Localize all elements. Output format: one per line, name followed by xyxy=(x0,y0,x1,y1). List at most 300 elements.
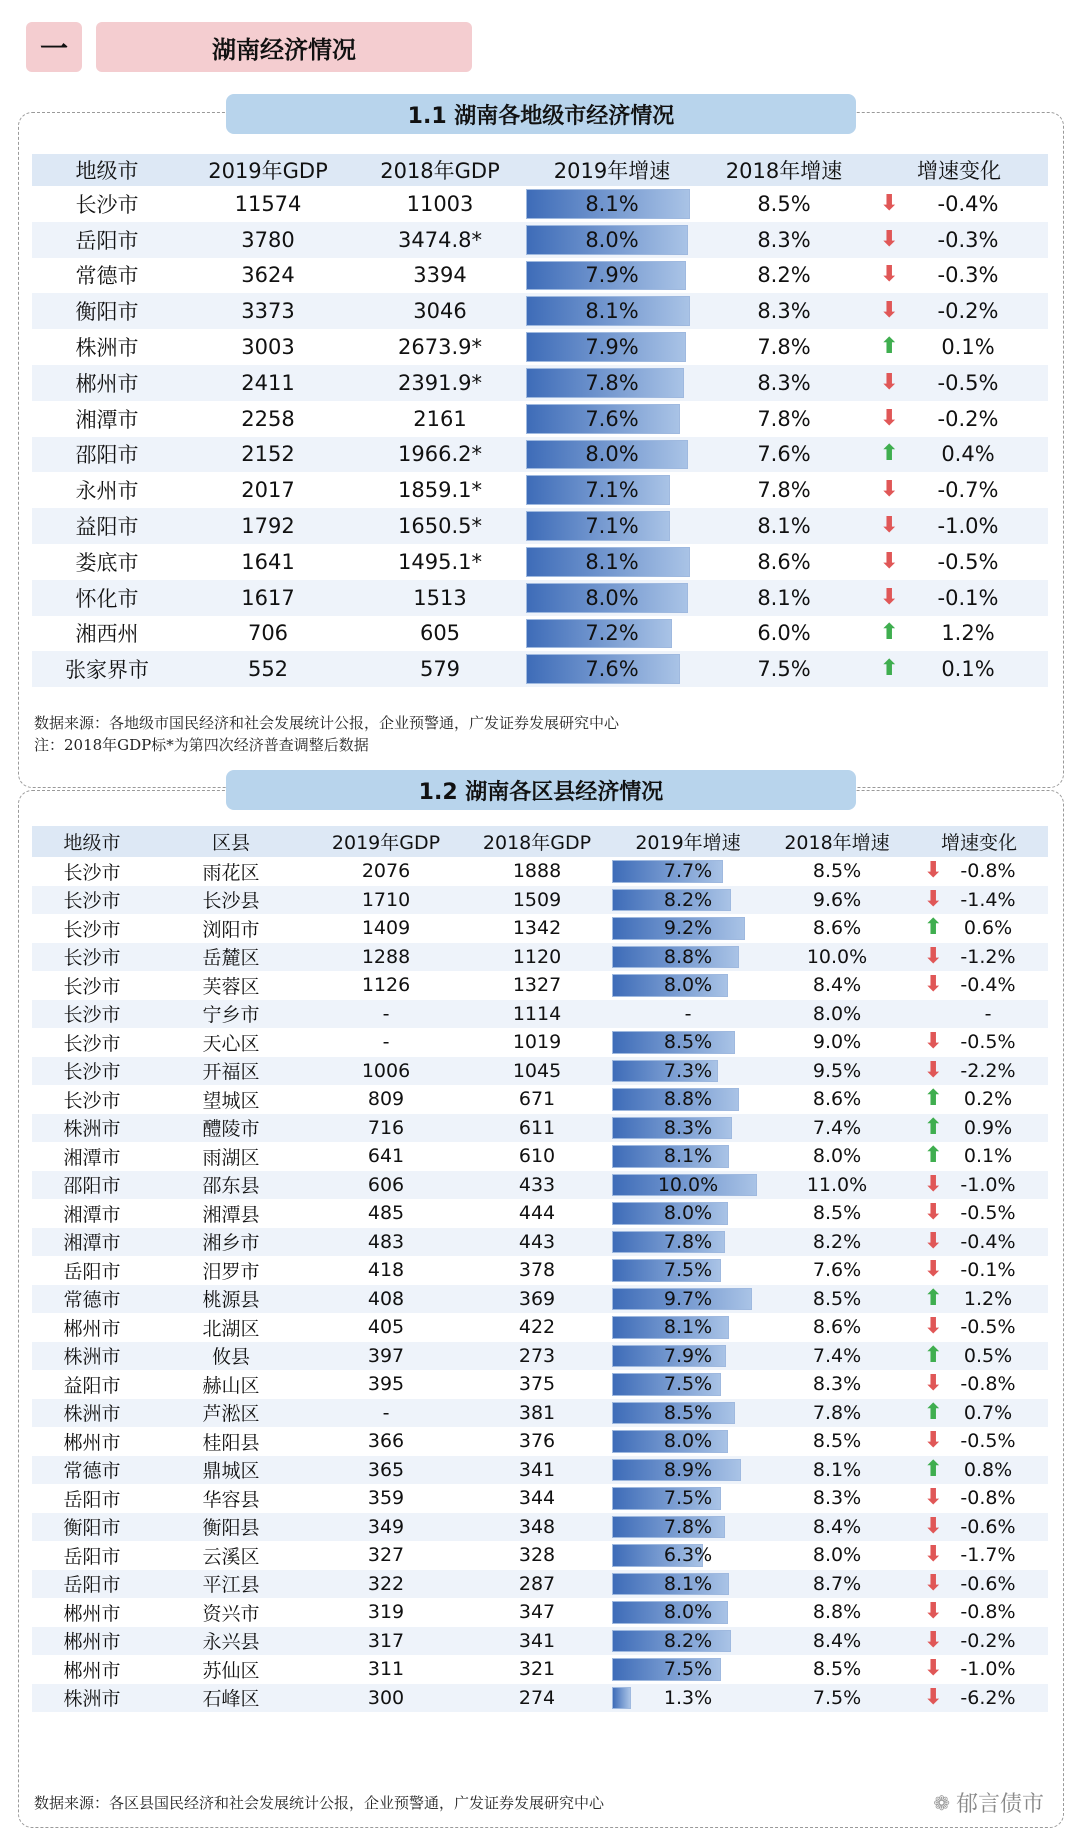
growth-change-cell xyxy=(910,943,1048,972)
growth-2018-cell: 8.7% xyxy=(764,1570,910,1599)
table-row xyxy=(32,1313,1048,1342)
city-cell: 娄底市 xyxy=(75,550,139,575)
growth-2019-cell xyxy=(612,1684,764,1713)
growth-2018-cell: 8.4% xyxy=(764,1513,910,1542)
growth-change-value: -0.4% xyxy=(960,974,1016,997)
county-cell: 天心区 xyxy=(202,1032,260,1055)
growth-2018-cell: 8.3% xyxy=(698,293,870,329)
growth-change-cell xyxy=(870,293,1048,329)
table-row xyxy=(32,544,1048,580)
growth-2018-cell: 8.1% xyxy=(764,1456,910,1485)
arrow-down-icon: ⬇ xyxy=(924,858,943,884)
county-cell: 赫山区 xyxy=(202,1374,260,1397)
panel1-note: 注：2018年GDP标*为第四次经济普查调整后数据 xyxy=(34,736,369,754)
gdp-2018-cell: 1650.5* xyxy=(354,508,526,544)
gdp-2018-cell: 3046 xyxy=(354,293,526,329)
gdp-2018-cell: 610 xyxy=(518,1145,556,1168)
gdp-2019-cell: 359 xyxy=(367,1487,405,1510)
city-cell: 郴州市 xyxy=(63,1602,121,1625)
gdp-2019-cell: 1710 xyxy=(310,886,462,915)
city-cell: 长沙市 xyxy=(32,1000,152,1029)
growth-2019-cell xyxy=(526,508,698,544)
table-row xyxy=(32,1199,1048,1228)
gdp-2018-cell: 348 xyxy=(462,1513,612,1542)
table-row xyxy=(32,186,1048,222)
county-cell: 汨罗市 xyxy=(202,1260,260,1283)
arrow-down-icon: ⬇ xyxy=(880,262,899,288)
growth-2018-cell: 8.5% xyxy=(812,860,862,883)
city-cell: 湘西州 xyxy=(75,622,139,647)
watermark xyxy=(933,1787,1044,1818)
gdp-2019-cell: 1641 xyxy=(241,549,295,574)
gdp-2018-cell: 2391.9* xyxy=(354,365,526,401)
city-cell: 常德市 xyxy=(32,1285,152,1314)
growth-2019-value: - xyxy=(684,1002,692,1025)
gdp-2018-cell: 1327 xyxy=(512,974,562,997)
arrow-down-icon: ⬇ xyxy=(924,1599,943,1625)
growth-change-cell xyxy=(870,186,1048,222)
growth-change-cell xyxy=(910,1399,1048,1428)
growth-2019-value: 8.1% xyxy=(663,1316,713,1339)
growth-change-cell xyxy=(910,1570,1048,1599)
growth-change-cell xyxy=(910,1142,1048,1171)
table-row xyxy=(32,1456,1048,1485)
col-header: 2019年GDP xyxy=(182,154,354,186)
gdp-2018-cell: 341 xyxy=(462,1456,612,1485)
growth-2019-value: 7.5% xyxy=(663,1373,713,1396)
growth-2019-cell xyxy=(612,1114,764,1143)
gdp-2019-cell: - xyxy=(310,1000,462,1029)
table-row xyxy=(32,1570,1048,1599)
gdp-2018-cell: 605 xyxy=(419,621,461,646)
growth-2018-cell: 11.0% xyxy=(764,1171,910,1200)
city-table-body xyxy=(32,186,1048,687)
table-row xyxy=(32,914,1048,943)
growth-change-cell xyxy=(910,971,1048,1000)
city-cell: 长沙市 xyxy=(63,1032,121,1055)
growth-change-value: -0.3% xyxy=(937,263,999,288)
table-row xyxy=(32,329,1048,365)
table-row xyxy=(32,1427,1048,1456)
arrow-up-icon: ⬆ xyxy=(924,1143,943,1169)
growth-2019-cell xyxy=(612,857,764,886)
county-cell: 长沙县 xyxy=(152,886,310,915)
growth-change-cell xyxy=(870,544,1048,580)
gdp-2018-cell: 321 xyxy=(518,1658,556,1681)
growth-change-cell xyxy=(910,1655,1048,1684)
arrow-down-icon: ⬇ xyxy=(924,1371,943,1397)
growth-change-cell xyxy=(910,1057,1048,1086)
gdp-2018-cell: 1888 xyxy=(512,860,562,883)
growth-change-value: -0.8% xyxy=(960,1373,1016,1396)
arrow-up-icon: ⬆ xyxy=(924,1285,943,1311)
growth-change-cell xyxy=(870,365,1048,401)
growth-change-cell xyxy=(910,1199,1048,1228)
growth-2019-value: 7.6% xyxy=(585,657,639,682)
growth-2019-value: 7.8% xyxy=(663,1515,713,1538)
city-cell: 株洲市 xyxy=(32,1342,152,1371)
gdp-2018-cell: 443 xyxy=(462,1228,612,1257)
growth-2019-cell xyxy=(612,1456,764,1485)
gdp-2019-cell: 706 xyxy=(247,621,289,646)
growth-2018-cell: 8.6% xyxy=(757,549,811,574)
table-row xyxy=(32,886,1048,915)
table-row xyxy=(32,1000,1048,1029)
county-cell: 岳麓区 xyxy=(152,943,310,972)
gdp-2019-cell: 3373 xyxy=(182,293,354,329)
growth-2018-cell: 9.0% xyxy=(812,1031,862,1054)
arrow-down-icon: ⬇ xyxy=(924,1228,943,1254)
growth-change-value: -0.3% xyxy=(937,227,999,252)
growth-change-cell xyxy=(870,508,1048,544)
growth-2019-value: 8.1% xyxy=(663,1145,713,1168)
city-cell: 郴州市 xyxy=(32,365,182,401)
growth-change-value: 0.6% xyxy=(963,917,1013,940)
growth-2019-value: 8.8% xyxy=(663,1088,713,1111)
growth-2019-value: 7.2% xyxy=(585,621,639,646)
city-cell: 郴州市 xyxy=(63,1431,121,1454)
growth-2019-value: 9.2% xyxy=(663,917,713,940)
table-row xyxy=(32,943,1048,972)
city-cell: 株洲市 xyxy=(32,1114,152,1143)
growth-change-cell xyxy=(910,1256,1048,1285)
gdp-2019-cell: 2258 xyxy=(241,406,295,431)
growth-change-value: -0.2% xyxy=(937,299,999,324)
gdp-2018-cell: 1019 xyxy=(512,1031,562,1054)
growth-2019-cell xyxy=(526,401,698,437)
growth-2019-value: 8.2% xyxy=(663,888,713,911)
gdp-2019-cell: 349 xyxy=(310,1513,462,1542)
city-cell: 益阳市 xyxy=(32,508,182,544)
arrow-down-icon: ⬇ xyxy=(880,405,899,431)
growth-2019-value: 8.0% xyxy=(585,585,639,610)
growth-2018-cell: 8.4% xyxy=(812,974,862,997)
city-cell: 湘潭市 xyxy=(63,1203,121,1226)
arrow-up-icon: ⬆ xyxy=(924,915,943,941)
growth-2018-cell: 8.1% xyxy=(698,508,870,544)
gdp-2018-cell: 1966.2* xyxy=(354,437,526,473)
county-cell: 雨花区 xyxy=(202,861,260,884)
gdp-2019-cell: 809 xyxy=(367,1088,405,1111)
growth-change-cell xyxy=(910,1684,1048,1713)
arrow-down-icon: ⬇ xyxy=(924,1684,943,1710)
growth-change-value: -0.5% xyxy=(937,370,999,395)
table-row xyxy=(32,971,1048,1000)
gdp-2019-cell: - xyxy=(310,1399,462,1428)
city-cell: 长沙市 xyxy=(63,918,121,941)
growth-2018-cell: 6.0% xyxy=(757,621,811,646)
growth-2018-cell: 8.2% xyxy=(764,1228,910,1257)
gdp-2018-cell: 273 xyxy=(462,1342,612,1371)
panel1-title: 1.1 湖南各地级市经济情况 xyxy=(226,94,856,134)
city-cell: 株洲市 xyxy=(32,1684,152,1713)
growth-2019-value: 8.2% xyxy=(663,1629,713,1652)
growth-change-value: -6.2% xyxy=(960,1686,1016,1709)
col-header: 地级市 xyxy=(32,154,182,186)
growth-2019-value: 8.9% xyxy=(663,1458,713,1481)
gdp-2018-cell: 1342 xyxy=(512,917,562,940)
growth-2018-cell: 7.4% xyxy=(764,1342,910,1371)
table-row xyxy=(32,258,1048,294)
growth-change-value: - xyxy=(984,1002,992,1025)
gdp-2018-cell: 1509 xyxy=(462,886,612,915)
arrow-down-icon: ⬇ xyxy=(880,226,899,252)
growth-change-cell xyxy=(910,1627,1048,1656)
gdp-2018-cell: 381 xyxy=(462,1399,612,1428)
gdp-2018-cell: 444 xyxy=(518,1202,556,1225)
growth-2018-cell: 8.4% xyxy=(764,1627,910,1656)
growth-2019-value: 8.5% xyxy=(663,1401,713,1424)
growth-change-cell xyxy=(910,1370,1048,1399)
growth-change-value: -1.0% xyxy=(937,514,999,539)
panel2-title: 1.2 湖南各区县经济情况 xyxy=(226,770,856,810)
table-row xyxy=(32,1342,1048,1371)
growth-2019-value: 7.1% xyxy=(585,478,639,503)
growth-2019-cell xyxy=(612,1285,764,1314)
arrow-down-icon: ⬇ xyxy=(924,1314,943,1340)
gdp-2019-cell: 2411 xyxy=(182,365,354,401)
gdp-2019-cell: 641 xyxy=(367,1145,405,1168)
arrow-up-icon: ⬆ xyxy=(924,1399,943,1425)
growth-2019-cell xyxy=(612,1627,764,1656)
wechat-icon: ❁ xyxy=(933,1790,950,1815)
arrow-down-icon: ⬇ xyxy=(924,1200,943,1226)
gdp-2019-cell: 311 xyxy=(367,1658,405,1681)
city-cell: 岳阳市 xyxy=(32,222,182,258)
growth-2019-value: 8.1% xyxy=(585,191,639,216)
arrow-up-icon: ⬆ xyxy=(924,1342,943,1368)
gdp-2019-cell: 1126 xyxy=(361,974,411,997)
growth-2019-cell xyxy=(612,1399,764,1428)
gdp-2018-cell: 671 xyxy=(518,1088,556,1111)
table-row xyxy=(32,365,1048,401)
growth-2019-value: 8.3% xyxy=(663,1116,713,1139)
county-cell: 资兴市 xyxy=(202,1602,260,1625)
table-row xyxy=(32,1399,1048,1428)
table-header-row xyxy=(32,154,1048,186)
city-cell: 益阳市 xyxy=(63,1374,121,1397)
growth-change-value: -0.5% xyxy=(937,549,999,574)
city-cell: 郴州市 xyxy=(32,1627,152,1656)
growth-change-value: -0.5% xyxy=(960,1031,1016,1054)
growth-2019-value: 7.5% xyxy=(663,1259,713,1282)
gdp-2018-cell: 378 xyxy=(518,1259,556,1282)
growth-2018-cell: 7.5% xyxy=(764,1684,910,1713)
arrow-down-icon: ⬇ xyxy=(880,548,899,574)
growth-2019-value: 6.3% xyxy=(663,1544,713,1567)
gdp-2019-cell: 418 xyxy=(367,1259,405,1282)
county-cell: 桃源县 xyxy=(152,1285,310,1314)
growth-change-value: -0.2% xyxy=(960,1629,1016,1652)
arrow-down-icon: ⬇ xyxy=(924,972,943,998)
gdp-2018-cell: 1120 xyxy=(462,943,612,972)
arrow-down-icon: ⬇ xyxy=(924,1171,943,1197)
growth-2018-cell: 8.3% xyxy=(812,1373,862,1396)
watermark-text: 郁言债市 xyxy=(955,1792,1044,1817)
county-cell: 石峰区 xyxy=(152,1684,310,1713)
table-header-row xyxy=(32,826,1048,857)
growth-change-value: -0.5% xyxy=(960,1316,1016,1339)
table-row xyxy=(32,508,1048,544)
arrow-down-icon: ⬇ xyxy=(880,369,899,395)
growth-change-cell xyxy=(870,580,1048,616)
arrow-up-icon: ⬆ xyxy=(880,334,899,360)
city-cell: 岳阳市 xyxy=(63,1260,121,1283)
growth-2018-cell: 8.5% xyxy=(757,191,811,216)
growth-change-cell xyxy=(870,329,1048,365)
col-header: 2018年增速 xyxy=(698,154,870,186)
growth-2019-value: 7.3% xyxy=(663,1059,713,1082)
table-row xyxy=(32,616,1048,652)
gdp-2018-cell: 611 xyxy=(462,1114,612,1143)
growth-2019-cell xyxy=(612,1342,764,1371)
city-cell: 长沙市 xyxy=(63,861,121,884)
gdp-2018-cell: 422 xyxy=(518,1316,556,1339)
city-cell: 长沙市 xyxy=(32,943,152,972)
gdp-2019-cell: 405 xyxy=(367,1316,405,1339)
table-row xyxy=(32,1513,1048,1542)
growth-change-value: -0.6% xyxy=(960,1572,1016,1595)
gdp-2019-cell: 1409 xyxy=(361,917,411,940)
gdp-2019-cell: 1792 xyxy=(182,508,354,544)
growth-2018-cell: 7.4% xyxy=(764,1114,910,1143)
growth-2019-value: 8.0% xyxy=(663,1601,713,1624)
gdp-2019-cell: 2017 xyxy=(241,478,295,503)
growth-change-cell xyxy=(910,1228,1048,1257)
growth-2019-value: 7.8% xyxy=(585,370,639,395)
growth-2019-cell xyxy=(526,365,698,401)
growth-2018-cell: 8.6% xyxy=(812,917,862,940)
county-cell: 芙蓉区 xyxy=(202,975,260,998)
growth-change-value: 0.2% xyxy=(963,1088,1013,1111)
arrow-down-icon: ⬇ xyxy=(924,1485,943,1511)
growth-2019-cell xyxy=(526,437,698,473)
growth-2019-value: 7.9% xyxy=(663,1344,713,1367)
gdp-2019-cell: 483 xyxy=(310,1228,462,1257)
growth-change-cell xyxy=(910,1114,1048,1143)
growth-change-cell xyxy=(870,222,1048,258)
growth-2018-cell: 8.0% xyxy=(812,1544,862,1567)
table-row xyxy=(32,1655,1048,1684)
section-number: 一 xyxy=(26,22,82,72)
growth-2018-cell: 9.5% xyxy=(764,1057,910,1086)
gdp-2019-cell: 365 xyxy=(310,1456,462,1485)
growth-2019-value: 7.7% xyxy=(663,860,713,883)
gdp-2019-cell: 3624 xyxy=(241,263,295,288)
growth-change-cell xyxy=(910,1171,1048,1200)
gdp-2018-cell: 11003 xyxy=(406,191,474,216)
table-row xyxy=(32,1171,1048,1200)
col-header: 2019年GDP xyxy=(310,826,462,857)
growth-2019-cell xyxy=(526,258,698,294)
panel1-source: 数据来源：各地级市国民经济和社会发展统计公报，企业预警通，广发证券发展研究中心 xyxy=(34,714,620,732)
gdp-2018-cell: 1859.1* xyxy=(398,478,482,503)
growth-change-value: -0.8% xyxy=(960,1487,1016,1510)
gdp-2019-cell: 552 xyxy=(182,651,354,687)
growth-2019-value: 10.0% xyxy=(657,1173,719,1196)
growth-change-cell xyxy=(910,1000,1048,1029)
growth-2018-cell: 8.6% xyxy=(812,1088,862,1111)
city-cell: 长沙市 xyxy=(32,1057,152,1086)
county-cell: 永兴县 xyxy=(152,1627,310,1656)
gdp-2018-cell: 369 xyxy=(462,1285,612,1314)
arrow-down-icon: ⬇ xyxy=(924,1428,943,1454)
growth-2019-cell xyxy=(612,886,764,915)
table-row xyxy=(32,293,1048,329)
growth-change-value: -0.1% xyxy=(937,585,999,610)
growth-change-cell xyxy=(910,1342,1048,1371)
county-cell: 鼎城区 xyxy=(152,1456,310,1485)
growth-bar xyxy=(612,1687,631,1710)
growth-2019-cell xyxy=(612,914,764,943)
gdp-2019-cell: 300 xyxy=(310,1684,462,1713)
growth-2019-value: 8.0% xyxy=(585,442,639,467)
gdp-2018-cell: 2673.9* xyxy=(398,335,482,360)
gdp-2019-cell: 485 xyxy=(367,1202,405,1225)
col-header: 2019年增速 xyxy=(526,154,698,186)
growth-2019-cell xyxy=(612,1370,764,1399)
city-cell: 湘潭市 xyxy=(75,407,139,432)
growth-2019-value: 8.0% xyxy=(663,1202,713,1225)
growth-2018-cell: 7.8% xyxy=(757,335,811,360)
arrow-down-icon: ⬇ xyxy=(924,943,943,969)
city-cell: 衡阳市 xyxy=(32,1513,152,1542)
growth-change-cell xyxy=(910,1541,1048,1570)
growth-2019-cell xyxy=(612,1598,764,1627)
growth-change-value: -0.2% xyxy=(937,406,999,431)
growth-change-cell xyxy=(870,472,1048,508)
growth-change-cell xyxy=(910,1427,1048,1456)
col-header: 区县 xyxy=(152,826,310,857)
growth-2019-value: 8.0% xyxy=(585,227,639,252)
arrow-down-icon: ⬇ xyxy=(924,1057,943,1083)
arrow-down-icon: ⬇ xyxy=(880,298,899,324)
growth-change-cell xyxy=(910,1484,1048,1513)
city-cell: 张家界市 xyxy=(32,651,182,687)
arrow-down-icon: ⬇ xyxy=(924,1627,943,1653)
city-cell: 郴州市 xyxy=(63,1659,121,1682)
growth-2019-value: 8.0% xyxy=(663,1430,713,1453)
growth-2018-cell: 8.8% xyxy=(812,1601,862,1624)
growth-change-cell xyxy=(910,1285,1048,1314)
gdp-2018-cell: 376 xyxy=(518,1430,556,1453)
county-cell: 开福区 xyxy=(152,1057,310,1086)
city-cell: 郴州市 xyxy=(63,1317,121,1340)
growth-2018-cell: 8.2% xyxy=(757,263,811,288)
table-row xyxy=(32,651,1048,687)
table-row xyxy=(32,1627,1048,1656)
gdp-2019-cell: 1617 xyxy=(182,580,354,616)
gdp-2018-cell: 341 xyxy=(462,1627,612,1656)
growth-2018-cell: 8.3% xyxy=(698,365,870,401)
col-header: 2018年GDP xyxy=(462,826,612,857)
city-gdp-table xyxy=(32,154,1048,687)
city-cell: 怀化市 xyxy=(32,580,182,616)
city-cell: 岳阳市 xyxy=(32,1570,152,1599)
table-row xyxy=(32,1541,1048,1570)
table-row xyxy=(32,580,1048,616)
arrow-down-icon: ⬇ xyxy=(924,1257,943,1283)
city-cell: 株洲市 xyxy=(32,1399,152,1428)
growth-2019-cell xyxy=(612,1541,764,1570)
growth-change-value: 0.7% xyxy=(963,1401,1013,1424)
arrow-up-icon: ⬆ xyxy=(880,656,899,682)
growth-change-value: 0.5% xyxy=(963,1344,1013,1367)
table-row xyxy=(32,1142,1048,1171)
table-row xyxy=(32,222,1048,258)
growth-change-value: -0.4% xyxy=(937,191,999,216)
gdp-2018-cell: 1114 xyxy=(462,1000,612,1029)
